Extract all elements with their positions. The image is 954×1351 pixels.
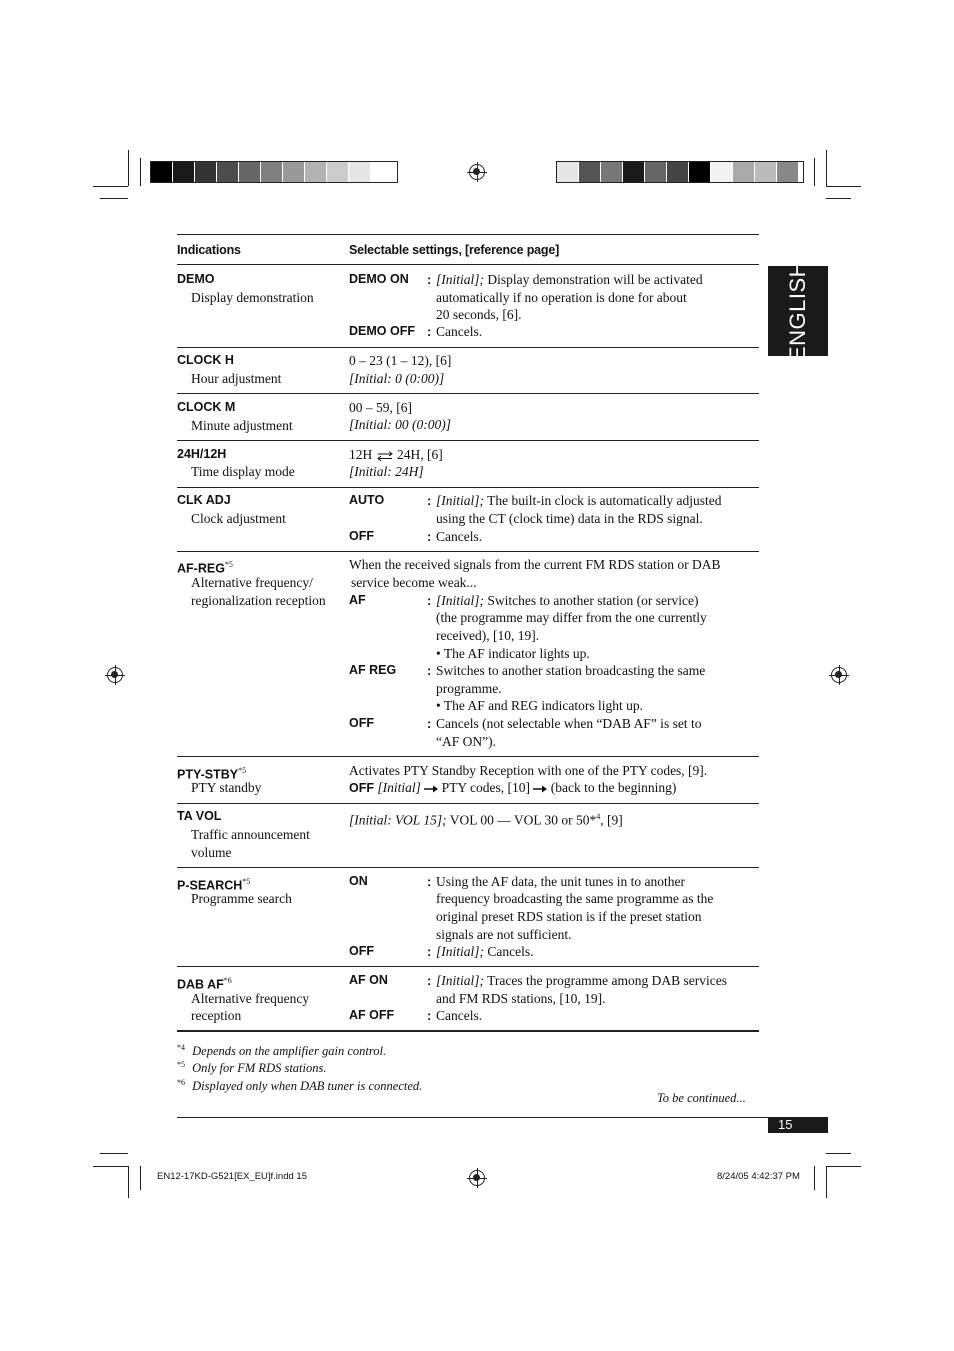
option-label: OFF [349, 716, 374, 730]
bullet-item: • The AF and REG indicators light up. [436, 698, 643, 713]
color-swatch [349, 162, 371, 182]
color-swatch [217, 162, 239, 182]
indication-desc: Clock adjustment [191, 511, 286, 526]
indication-name: P-SEARCH$^{*5}$ [177, 877, 251, 893]
indication-name: CLK ADJ [177, 493, 231, 507]
registration-mark-icon [469, 1170, 485, 1186]
registration-mark-icon [469, 164, 485, 180]
indication-desc: Time display mode [191, 464, 295, 479]
indication-name: PTY-STBY$^{*5}$ [177, 766, 247, 782]
color-swatch [283, 162, 305, 182]
bullet-item: • The AF indicator lights up. [436, 646, 590, 661]
option-text: [Initial]; Traces the programme among DAB services [436, 973, 727, 988]
color-swatch [579, 162, 601, 182]
color-swatch [151, 162, 173, 182]
table-rule [177, 440, 759, 441]
color-swatch [667, 162, 689, 182]
indication-desc: Alternative frequency [191, 991, 310, 1006]
table-rule [177, 347, 759, 348]
color-swatch [733, 162, 755, 182]
indication-desc: Hour adjustment [191, 371, 282, 386]
option-text: Switches to another station broadcasting the same [436, 663, 706, 678]
footnote: $^{*6}$ Displayed only when DAB tuner is connected. [177, 1078, 423, 1094]
indication-desc: reception [191, 1008, 242, 1023]
indication-name: TA VOL [177, 809, 222, 823]
color-swatch [557, 162, 579, 182]
option-label: DEMO OFF [349, 324, 415, 338]
color-swatch [777, 162, 799, 182]
colon: : [427, 324, 432, 339]
option-label: AF [349, 593, 366, 607]
indication-name: DEMO [177, 272, 215, 286]
footer-date: 8/24/05 4:42:37 PM [717, 1171, 800, 1182]
footnote: $^{*5}$ Only for FM RDS stations. [177, 1060, 327, 1076]
colon: : [427, 874, 432, 889]
registration-mark-icon [107, 667, 123, 683]
option-text: and FM RDS stations, [10, 19]. [436, 991, 606, 1006]
setting-intro: When the received signals from the current FM RDS station or DAB [349, 557, 721, 572]
indication-desc: Alternative frequency/ [191, 575, 313, 590]
color-bar-left [150, 161, 398, 183]
indication-desc: regionalization reception [191, 593, 326, 608]
indication-name: 24H/12H [177, 447, 227, 461]
table-rule [177, 803, 759, 804]
color-swatch [261, 162, 283, 182]
color-swatch [195, 162, 217, 182]
option-text: original preset RDS station is if the preset station [436, 909, 702, 924]
table-rule [177, 234, 759, 235]
indication-name: DAB AF$^{*6}$ [177, 976, 232, 992]
setting-intro: service become weak... [351, 575, 477, 590]
option-text: (the programme may differ from the one currently [436, 610, 707, 625]
option-text: signals are not sufficient. [436, 927, 572, 942]
color-swatch [239, 162, 261, 182]
setting-initial: [Initial: 24H] [349, 464, 424, 479]
color-swatch [711, 162, 733, 182]
setting-sequence: OFF [Initial] PTY codes, [10] (back to the beginning) [349, 780, 677, 795]
table-rule [177, 966, 759, 967]
continued-note: To be continued... [657, 1091, 746, 1105]
table-rule [177, 551, 759, 552]
option-label: DEMO ON [349, 272, 409, 286]
option-label: AF OFF [349, 1008, 395, 1022]
option-text: automatically if no operation is done for about [436, 290, 687, 305]
color-swatch [645, 162, 667, 182]
color-swatch [689, 162, 711, 182]
toggle-arrows-icon [377, 451, 393, 461]
option-text: 20 seconds, [6]. [436, 307, 522, 322]
page-number: 15 [778, 1117, 793, 1132]
table-rule [177, 264, 759, 265]
footer-file: EN12-17KD-G521[EX_EU]f.indd 15 [157, 1171, 307, 1182]
option-text: Cancels. [436, 1008, 483, 1023]
bottom-rule [177, 1117, 828, 1118]
setting-text: 00 – 59, [6] [349, 400, 412, 415]
option-text: [Initial]; The built-in clock is automatically adjusted [436, 493, 722, 508]
color-swatch [623, 162, 645, 182]
indication-desc: Display demonstration [191, 290, 314, 305]
language-tab-label: ENGLISH [785, 260, 810, 362]
arrow-right-icon [533, 785, 547, 793]
option-label: ON [349, 874, 368, 888]
indication-name: CLOCK H [177, 353, 234, 367]
page-number-box [768, 1118, 828, 1133]
color-swatch [327, 162, 349, 182]
option-label: OFF [349, 529, 374, 543]
option-text: programme. [436, 681, 502, 696]
arrow-right-icon [424, 785, 438, 793]
table-rule [177, 487, 759, 488]
colon: : [427, 944, 432, 959]
option-text: frequency broadcasting the same programme as the [436, 891, 714, 906]
colon: : [427, 272, 432, 287]
setting-text: [Initial: VOL 15]; VOL 00 — VOL 30 or 50*$^4$, [9] [349, 812, 623, 828]
setting-initial: [Initial: 0 (0:00)] [349, 371, 445, 386]
table-rule [177, 1030, 759, 1032]
indication-name: CLOCK M [177, 400, 236, 414]
option-label: OFF [349, 944, 374, 958]
option-text: [Initial]; Switches to another station (or service) [436, 593, 699, 608]
table-rule [177, 393, 759, 394]
option-text: Cancels. [436, 324, 483, 339]
option-label: AF ON [349, 973, 388, 987]
indication-desc: Programme search [191, 891, 292, 906]
colon: : [427, 493, 432, 508]
color-swatch [601, 162, 623, 182]
indication-desc: volume [191, 845, 232, 860]
option-text: [Initial]; Cancels. [436, 944, 534, 959]
header-indications: Indications [177, 243, 241, 257]
color-swatch [173, 162, 195, 182]
indication-desc: PTY standby [191, 780, 262, 795]
setting-initial: [Initial: 00 (0:00)] [349, 417, 451, 432]
table-rule [177, 756, 759, 757]
header-settings: Selectable settings, [reference page] [349, 243, 560, 257]
indication-name: AF-REG$^{*5}$ [177, 560, 233, 576]
language-tab [768, 260, 828, 362]
colon: : [427, 716, 432, 731]
colon: : [427, 529, 432, 544]
option-text: Cancels (not selectable when “DAB AF” is set to [436, 716, 702, 731]
colon: : [427, 973, 432, 988]
colon: : [427, 663, 432, 678]
indication-desc: Minute adjustment [191, 418, 293, 433]
option-text: using the CT (clock time) data in the RDS signal. [436, 511, 703, 526]
color-swatch [755, 162, 777, 182]
option-text: “AF ON”). [436, 734, 496, 749]
colon: : [427, 593, 432, 608]
indication-desc: Traffic announcement [191, 827, 310, 842]
option-text: [Initial]; Display demonstration will be activated [436, 272, 703, 287]
footnote: $^{*4}$ Depends on the amplifier gain control. [177, 1043, 387, 1059]
setting-text: Activates PTY Standby Reception with one of the PTY codes, [9]. [349, 763, 708, 778]
table-rule [177, 867, 759, 868]
registration-mark-icon [831, 667, 847, 683]
color-swatch [371, 162, 393, 182]
option-label: AUTO [349, 493, 385, 507]
colon: : [427, 1008, 432, 1023]
option-label: AF REG [349, 663, 397, 677]
option-text: received), [10, 19]. [436, 628, 540, 643]
color-swatch [305, 162, 327, 182]
setting-text: 0 – 23 (1 – 12), [6] [349, 353, 452, 368]
option-text: Cancels. [436, 529, 483, 544]
setting-text: 12H 24H, [6] [349, 447, 443, 462]
color-bar-right [556, 161, 804, 183]
option-text: Using the AF data, the unit tunes in to another [436, 874, 685, 889]
